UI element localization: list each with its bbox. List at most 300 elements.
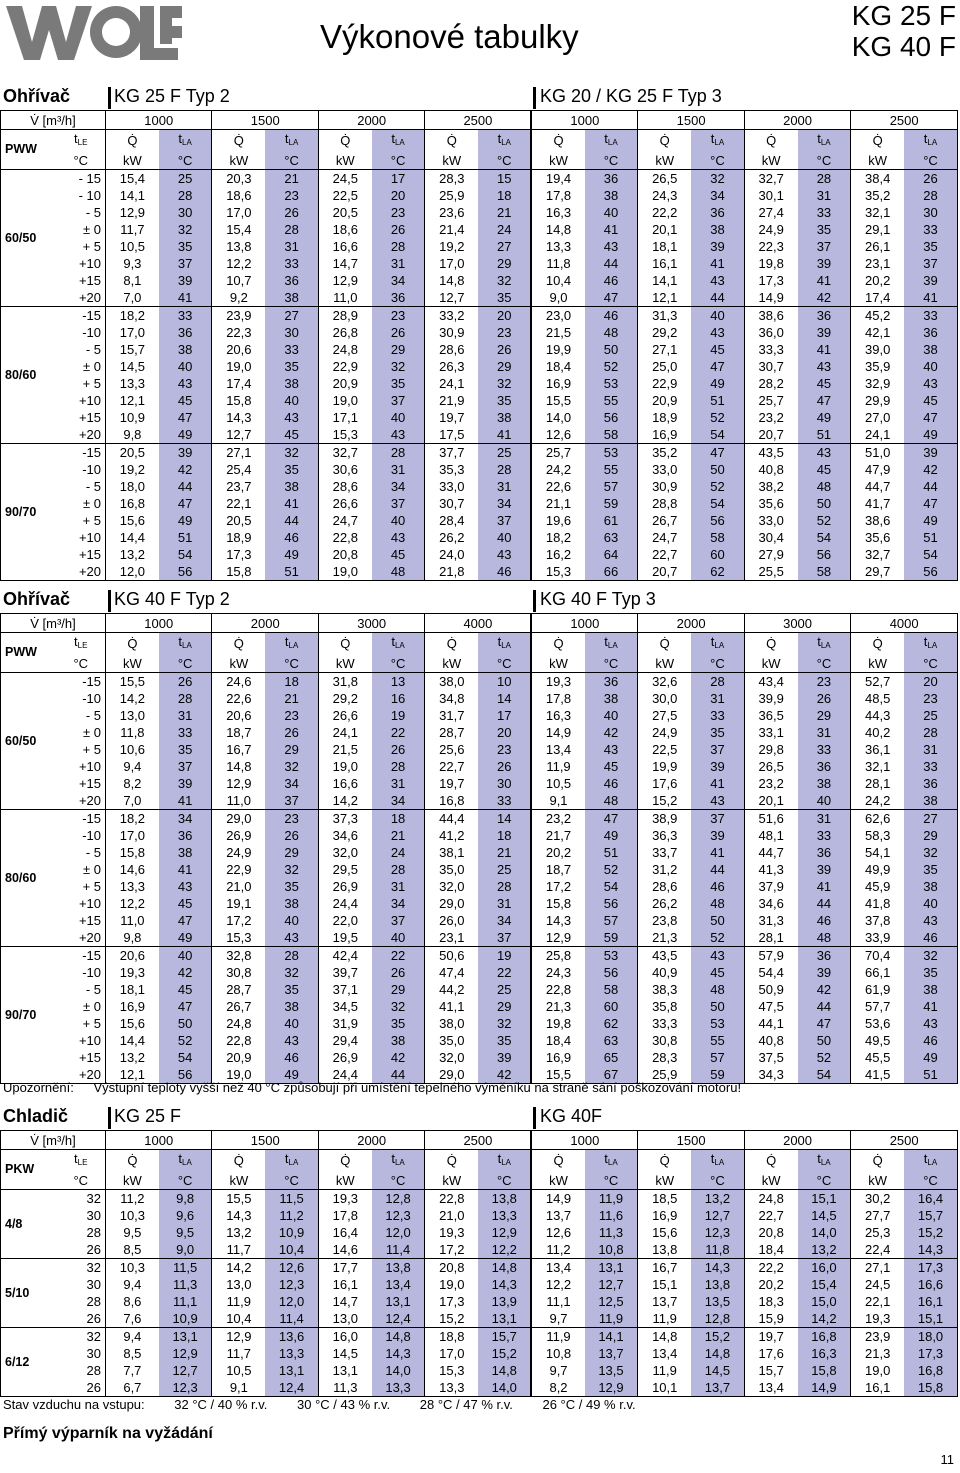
power-kw: 49,9 [851, 861, 904, 878]
left-model-title: KG 40 F Typ 2 [114, 589, 230, 609]
power-kw: 16,7 [638, 1259, 691, 1277]
outlet-temp: 14,5 [798, 1207, 851, 1224]
outlet-temp: 44 [691, 861, 744, 878]
power-kw: 14,3 [212, 409, 265, 426]
power-kw: 22,3 [212, 324, 265, 341]
outlet-temp: 51 [798, 426, 851, 444]
outlet-temp: 12,7 [585, 1276, 638, 1293]
outlet-temp: 43 [159, 878, 212, 895]
power-kw: 22,9 [318, 358, 371, 375]
outlet-temp: 49 [265, 1066, 318, 1084]
outlet-temp: 35 [904, 964, 957, 981]
power-kw: 19,7 [425, 409, 478, 426]
power-kw: 21,3 [638, 929, 691, 947]
tla-label [691, 1150, 744, 1172]
table-row [1, 673, 958, 691]
warning-label: Upozornění: [3, 1080, 74, 1095]
power-kw: 11,9 [212, 1293, 265, 1310]
outlet-temp: 12,9 [478, 1224, 531, 1241]
table-row [1, 170, 958, 188]
outlet-temp: 26 [904, 170, 957, 188]
flow-value: 1500 [638, 111, 744, 130]
outlet-temp: 10,9 [159, 1310, 212, 1328]
power-kw: 26,7 [212, 998, 265, 1015]
flow-row [1, 111, 958, 130]
medium-label: PWW [1, 130, 57, 170]
outlet-temp: 36 [159, 324, 212, 341]
inlet-temp: +20 [78, 930, 102, 945]
outlet-temp: 17 [478, 707, 531, 724]
power-kw: 22,5 [638, 741, 691, 758]
power-kw: 27,7 [851, 1207, 904, 1224]
power-kw: 24,2 [851, 792, 904, 810]
power-kw: 28,9 [318, 307, 371, 325]
t-label: t [604, 1151, 608, 1166]
outlet-temp: 28 [372, 444, 425, 462]
outlet-temp: 44 [904, 478, 957, 495]
outlet-temp: 40 [372, 929, 425, 947]
le-sub: LE [77, 138, 88, 147]
power-kw: 51,0 [851, 444, 904, 462]
outlet-temp: 46 [265, 1049, 318, 1066]
power-kw: 17,3 [744, 272, 797, 289]
table-row [1, 947, 958, 965]
power-kw: 9,0 [531, 289, 584, 307]
tla-label [265, 130, 318, 152]
power-kw: 11,3 [318, 1379, 371, 1397]
power-kw: 8,5 [106, 1241, 159, 1259]
inlet-temp: +10 [78, 256, 102, 271]
power-kw: 38,6 [744, 307, 797, 325]
outlet-temp: 40 [265, 1015, 318, 1032]
outlet-temp: 11,1 [159, 1293, 212, 1310]
flow-value: 3000 [744, 614, 850, 633]
power-kw: 13,7 [638, 1293, 691, 1310]
inlet-temp: +20 [78, 1067, 102, 1082]
outlet-temp: 54 [159, 1049, 212, 1066]
power-kw: 19,3 [531, 673, 584, 691]
power-kw: 12,2 [212, 255, 265, 272]
outlet-temp: 33 [904, 758, 957, 775]
outlet-temp: 37 [159, 255, 212, 272]
power-kw: 19,7 [744, 1328, 797, 1346]
power-kw: 14,8 [531, 221, 584, 238]
power-kw: 31,3 [744, 912, 797, 929]
section-heater-kg40 [0, 587, 960, 1084]
power-kw: 16,9 [638, 1207, 691, 1224]
power-kw: 35,3 [425, 461, 478, 478]
outlet-temp: 32 [265, 964, 318, 981]
table-row [1, 1379, 958, 1397]
power-kw: 22,7 [744, 1207, 797, 1224]
power-kw: 26,8 [318, 324, 371, 341]
power-kw: 9,2 [212, 289, 265, 307]
power-kw: 43,5 [638, 947, 691, 965]
outlet-temp: 43 [265, 1032, 318, 1049]
power-kw: 22,8 [318, 529, 371, 546]
power-kw: 22,8 [531, 981, 584, 998]
outlet-temp: 38 [159, 844, 212, 861]
table-row [1, 1224, 958, 1241]
outlet-temp: 14,3 [478, 1276, 531, 1293]
power-kw: 16,3 [531, 707, 584, 724]
outlet-temp: 43 [372, 529, 425, 546]
power-kw: 22,7 [638, 546, 691, 563]
outlet-temp: 40 [585, 204, 638, 221]
table-row [1, 929, 958, 947]
outlet-temp: 9,8 [159, 1190, 212, 1208]
outlet-temp: 36 [585, 170, 638, 188]
power-kw: 16,9 [638, 426, 691, 444]
outlet-temp: 50 [691, 998, 744, 1015]
outlet-temp: 33 [904, 221, 957, 238]
inlet-temp: -15 [57, 810, 106, 828]
power-kw: 11,2 [531, 1241, 584, 1259]
power-kw: 32,9 [851, 375, 904, 392]
tla-label [159, 633, 212, 655]
table-row [1, 775, 958, 792]
outlet-temp: 48 [585, 324, 638, 341]
outlet-temp: 28 [265, 947, 318, 965]
outlet-temp: 44 [372, 1066, 425, 1084]
table-row [1, 810, 958, 828]
power-kw: 11,0 [212, 792, 265, 810]
outlet-temp: 52 [691, 478, 744, 495]
q-label: Q̇ [638, 1150, 691, 1172]
power-kw: 12,2 [106, 895, 159, 912]
power-kw: 37,9 [744, 878, 797, 895]
outlet-temp: 43 [585, 741, 638, 758]
outlet-temp: 33 [798, 741, 851, 758]
power-kw: 17,0 [212, 204, 265, 221]
t-label: t [710, 131, 715, 146]
outlet-temp: 42 [159, 461, 212, 478]
outlet-temp: 36 [904, 775, 957, 792]
outlet-temp: 54 [798, 1066, 851, 1084]
inlet-temp: 30 [86, 1208, 102, 1223]
outlet-temp: 36 [372, 289, 425, 307]
degc-unit: °C [691, 1171, 744, 1190]
outlet-temp: 11,8 [691, 1241, 744, 1259]
power-kw: 17,0 [425, 1345, 478, 1362]
outlet-temp: 14,0 [372, 1362, 425, 1379]
outlet-temp: 13,1 [478, 1310, 531, 1328]
outlet-temp: 64 [585, 546, 638, 563]
power-kw: 20,8 [318, 546, 371, 563]
power-kw: 9,3 [106, 255, 159, 272]
power-kw: 15,3 [212, 929, 265, 947]
power-kw: 11,0 [318, 289, 371, 307]
outlet-temp: 62 [585, 1015, 638, 1032]
power-kw: 25,0 [638, 358, 691, 375]
outlet-temp: 39 [159, 775, 212, 792]
power-kw: 14,3 [212, 1207, 265, 1224]
outlet-temp: 47 [691, 444, 744, 462]
inlet-temp: - 5 [85, 205, 102, 220]
outlet-temp: 33 [478, 792, 531, 810]
outlet-temp: 14 [478, 690, 531, 707]
power-kw: 20,1 [638, 221, 691, 238]
tla-label [585, 130, 638, 152]
outlet-temp: 26 [265, 827, 318, 844]
air-state [3, 1397, 636, 1412]
inlet-temp: - 10 [78, 188, 102, 203]
la-sub: LA [714, 641, 725, 650]
kw-unit: kW [531, 654, 584, 673]
power-kw: 21,9 [425, 392, 478, 409]
power-kw: 36,5 [744, 707, 797, 724]
power-kw: 22,6 [212, 690, 265, 707]
power-kw: 31,7 [425, 707, 478, 724]
inlet-temp: +15 [78, 410, 102, 425]
outlet-temp: 22 [478, 964, 531, 981]
power-kw: 22,8 [212, 1032, 265, 1049]
outlet-temp: 39 [159, 272, 212, 289]
power-kw: 32,0 [425, 1049, 478, 1066]
t-label: t [178, 634, 183, 649]
q-label: Q̇ [638, 130, 691, 152]
power-kw: 22,7 [425, 758, 478, 775]
outlet-temp: 38 [904, 878, 957, 895]
outlet-temp: 28 [904, 187, 957, 204]
la-sub: LA [501, 1158, 511, 1167]
power-kw: 15,4 [106, 170, 159, 188]
outlet-temp: 32 [372, 998, 425, 1015]
t-label: t [817, 131, 821, 146]
outlet-temp: 43 [904, 1015, 957, 1032]
power-kw: 21,3 [531, 998, 584, 1015]
outlet-temp: 42 [798, 289, 851, 307]
outlet-temp: 58 [585, 981, 638, 998]
tla-label [585, 633, 638, 655]
kw-unit: kW [212, 151, 265, 170]
outlet-temp: 50 [691, 912, 744, 929]
power-kw: 15,5 [531, 392, 584, 409]
q-label: Q̇ [531, 1150, 584, 1172]
outlet-temp: 46 [904, 929, 957, 947]
power-kw: 17,2 [531, 878, 584, 895]
power-kw: 14,0 [531, 409, 584, 426]
table-row [1, 238, 958, 255]
outlet-temp: 39 [798, 861, 851, 878]
power-kw: 11,9 [531, 1328, 584, 1346]
outlet-temp: 35 [265, 981, 318, 998]
outlet-temp: 51 [159, 529, 212, 546]
power-kw: 8,5 [106, 1345, 159, 1362]
outlet-temp: 49 [798, 409, 851, 426]
tla-label [478, 130, 531, 152]
outlet-temp: 29 [478, 255, 531, 272]
power-kw: 10,9 [106, 409, 159, 426]
outlet-temp: 11,6 [585, 1207, 638, 1224]
tla-label [798, 1150, 851, 1172]
outlet-temp: 28 [478, 461, 531, 478]
unit-row [1, 654, 958, 673]
table-row [1, 981, 958, 998]
q-label: Q̇ [212, 633, 265, 655]
medium-label: PWW [1, 633, 57, 673]
outlet-temp: 58 [798, 563, 851, 581]
group-label: 80/60 [1, 810, 57, 947]
power-kw: 9,8 [106, 426, 159, 444]
outlet-temp: 12,8 [691, 1310, 744, 1328]
outlet-temp: 57 [691, 1049, 744, 1066]
power-kw: 19,0 [212, 358, 265, 375]
power-kw: 19,8 [531, 1015, 584, 1032]
outlet-temp: 28 [265, 221, 318, 238]
power-kw: 44,7 [744, 844, 797, 861]
t-label: t [178, 131, 183, 146]
power-kw: 62,6 [851, 810, 904, 828]
outlet-temp: 12,9 [159, 1345, 212, 1362]
la-sub: LA [394, 138, 405, 147]
inlet-temp: - 5 [85, 342, 102, 357]
power-kw: 21,8 [425, 563, 478, 581]
power-kw: 9,1 [531, 792, 584, 810]
outlet-temp: 29 [372, 341, 425, 358]
flow-row [1, 1131, 958, 1150]
outlet-temp: 26 [265, 724, 318, 741]
outlet-temp: 33 [904, 307, 957, 325]
outlet-temp: 13,1 [585, 1259, 638, 1277]
tla-label [478, 1150, 531, 1172]
outlet-temp: 44 [798, 895, 851, 912]
kw-unit: kW [106, 1171, 159, 1190]
outlet-temp: 10,8 [585, 1241, 638, 1259]
outlet-temp: 23 [798, 673, 851, 691]
table-row [1, 1190, 958, 1208]
performance-table [0, 1130, 958, 1397]
outlet-temp: 14,0 [798, 1224, 851, 1241]
outlet-temp: 43 [904, 375, 957, 392]
outlet-temp: 43 [904, 912, 957, 929]
power-kw: 13,7 [531, 1207, 584, 1224]
power-kw: 25,7 [744, 392, 797, 409]
air-state-1: 32 °C / 40 % r.v. [174, 1397, 268, 1412]
outlet-temp: 33 [265, 341, 318, 358]
outlet-temp: 13,5 [585, 1362, 638, 1379]
outlet-temp: 52 [585, 861, 638, 878]
flow-value: 1500 [212, 1131, 318, 1150]
la-sub: LA [714, 138, 725, 147]
power-kw: 13,3 [106, 878, 159, 895]
la-sub: LA [394, 641, 405, 650]
power-kw: 33,3 [638, 1015, 691, 1032]
outlet-temp: 41 [798, 878, 851, 895]
table-row [1, 1293, 958, 1310]
outlet-temp: 34 [372, 895, 425, 912]
power-kw: 30,7 [744, 358, 797, 375]
outlet-temp: 47 [159, 912, 212, 929]
outlet-temp: 18 [478, 827, 531, 844]
kw-unit: kW [531, 1171, 584, 1190]
power-kw: 20,9 [212, 1049, 265, 1066]
power-kw: 37,3 [318, 810, 371, 828]
kw-unit: kW [212, 1171, 265, 1190]
outlet-temp: 65 [585, 1049, 638, 1066]
power-kw: 26,9 [212, 827, 265, 844]
power-kw: 19,9 [638, 758, 691, 775]
table-row [1, 375, 958, 392]
outlet-temp: 43 [691, 792, 744, 810]
outlet-temp: 46 [585, 775, 638, 792]
outlet-temp: 37 [372, 495, 425, 512]
outlet-temp: 26 [159, 673, 212, 691]
outlet-temp: 13,2 [798, 1241, 851, 1259]
inlet-temp: + 5 [82, 239, 102, 254]
outlet-temp: 36 [904, 324, 957, 341]
table-row [1, 1207, 958, 1224]
outlet-temp: 50 [159, 1015, 212, 1032]
power-kw: 29,0 [425, 895, 478, 912]
table-row [1, 861, 958, 878]
outlet-temp: 15,2 [691, 1328, 744, 1346]
outlet-temp: 45 [265, 426, 318, 444]
power-kw: 33,3 [744, 341, 797, 358]
table-row [1, 741, 958, 758]
outlet-temp: 33 [265, 255, 318, 272]
footer-note: Přímý výparník na vyžádání [3, 1425, 213, 1442]
power-kw: 23,1 [851, 255, 904, 272]
outlet-temp: 33 [798, 204, 851, 221]
outlet-temp: 11,4 [265, 1310, 318, 1328]
power-kw: 30,1 [744, 187, 797, 204]
outlet-temp: 44 [585, 255, 638, 272]
power-kw: 32,0 [318, 844, 371, 861]
degc-unit: °C [372, 151, 425, 170]
outlet-temp: 43 [265, 929, 318, 947]
power-kw: 66,1 [851, 964, 904, 981]
power-kw: 27,9 [744, 546, 797, 563]
power-kw: 22,0 [318, 912, 371, 929]
inlet-temp: -10 [82, 691, 102, 706]
power-kw: 23,0 [531, 307, 584, 325]
power-kw: 48,5 [851, 690, 904, 707]
right-model-title: KG 40F [540, 1106, 603, 1126]
outlet-temp: 44 [265, 512, 318, 529]
outlet-temp: 14,0 [478, 1379, 531, 1397]
power-kw: 25,9 [638, 1066, 691, 1084]
outlet-temp: 14,8 [478, 1259, 531, 1277]
power-kw: 24,8 [318, 341, 371, 358]
section-header [0, 1104, 960, 1130]
power-kw: 15,1 [638, 1276, 691, 1293]
outlet-temp: 18 [372, 810, 425, 828]
outlet-temp: 26 [798, 690, 851, 707]
flow-value: 3000 [318, 614, 424, 633]
outlet-temp: 52 [159, 1032, 212, 1049]
power-kw: 28,6 [638, 878, 691, 895]
power-kw: 44,2 [425, 981, 478, 998]
power-kw: 44,7 [851, 478, 904, 495]
outlet-temp: 38 [265, 478, 318, 495]
power-kw: 23,2 [744, 409, 797, 426]
tla-label [904, 130, 957, 152]
power-kw: 11,2 [106, 1190, 159, 1208]
power-kw: 20,9 [638, 392, 691, 409]
table-row [1, 1032, 958, 1049]
outlet-temp: 26 [478, 758, 531, 775]
kw-unit: kW [744, 151, 797, 170]
power-kw: 26,1 [851, 238, 904, 255]
outlet-temp: 13,3 [372, 1379, 425, 1397]
inlet-temp: + 5 [82, 513, 102, 528]
power-kw: 38,3 [638, 981, 691, 998]
q-label: Q̇ [318, 130, 371, 152]
power-kw: 18,4 [531, 358, 584, 375]
power-kw: 22,1 [212, 495, 265, 512]
power-kw: 16,1 [638, 255, 691, 272]
